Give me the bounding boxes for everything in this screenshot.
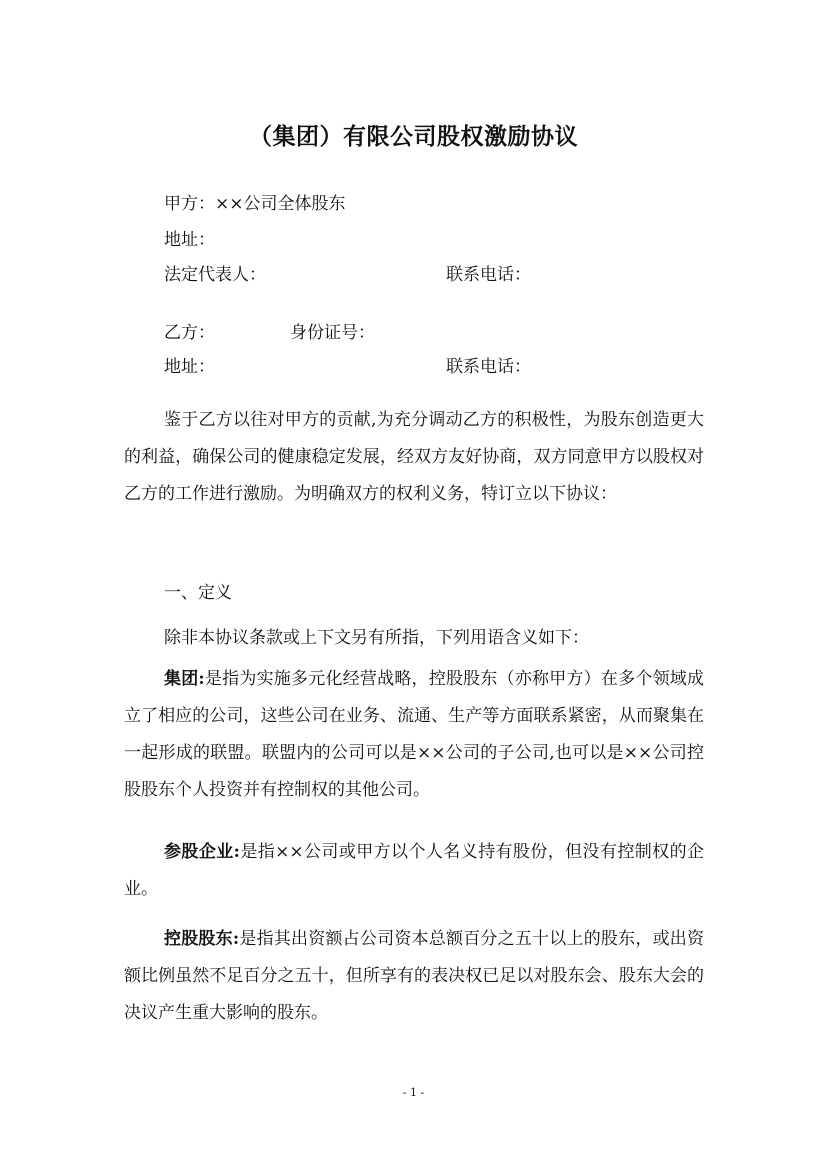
party-a-legal-rep: 法定代表人： bbox=[164, 265, 266, 285]
preamble-paragraph: 鉴于乙方以往对甲方的贡献,为充分调动乙方的积极性，为股东创造更大的利益，确保公司的健康稳定发展，经双方友好协商，双方同意甲方以股权对乙方的工作进行激励。为明确双方的权利义务，特订立以下协议： bbox=[124, 410, 704, 504]
definition-term: 集团: bbox=[164, 669, 205, 689]
party-a-address: 地址： bbox=[164, 230, 215, 250]
party-a-phone: 联系电话： bbox=[446, 265, 531, 285]
party-a-label: 甲方：××公司全体股东 bbox=[164, 194, 346, 214]
party-b-id-number: 身份证号： bbox=[290, 323, 375, 343]
section-1-heading: 一、定义 bbox=[164, 583, 232, 603]
definition-paragraph bbox=[124, 921, 704, 1032]
page-number: - 1 - bbox=[402, 1086, 425, 1099]
definition-text: 是指其出资额占公司资本总额百分之五十以上的股东，或出资额比例虽然不足百分之五十，但所享有的表决权已足以对股东会、股东大会的决议产生重大影响的股东。 bbox=[124, 929, 705, 1023]
party-b-phone: 联系电话： bbox=[446, 357, 531, 377]
party-b-address: 地址： bbox=[164, 357, 215, 377]
definition-term: 参股企业: bbox=[164, 842, 240, 862]
document-title: （集团）有限公司股权激励协议 bbox=[249, 123, 578, 150]
definition-paragraph bbox=[124, 834, 704, 908]
definition-text: 是指××公司或甲方以个人名义持有股份，但没有控制权的企业。 bbox=[124, 842, 704, 899]
definition-paragraph bbox=[124, 661, 704, 809]
definition-term: 控股股东: bbox=[164, 929, 240, 949]
party-b-label: 乙方： bbox=[164, 323, 215, 343]
definition-text: 是指为实施多元化经营战略，控股股东（亦称甲方）在多个领域成立了相应的公司，这些公司在业务、流通、生产等方面联系紧密，从而聚集在一起形成的联盟。联盟内的公司可以是××公司的子公司,也可以是××公司控股股东个人投资并有控制权的其他公司。 bbox=[124, 669, 705, 800]
section-1-intro: 除非本协议条款或上下文另有所指，下列用语含义如下： bbox=[164, 628, 589, 648]
